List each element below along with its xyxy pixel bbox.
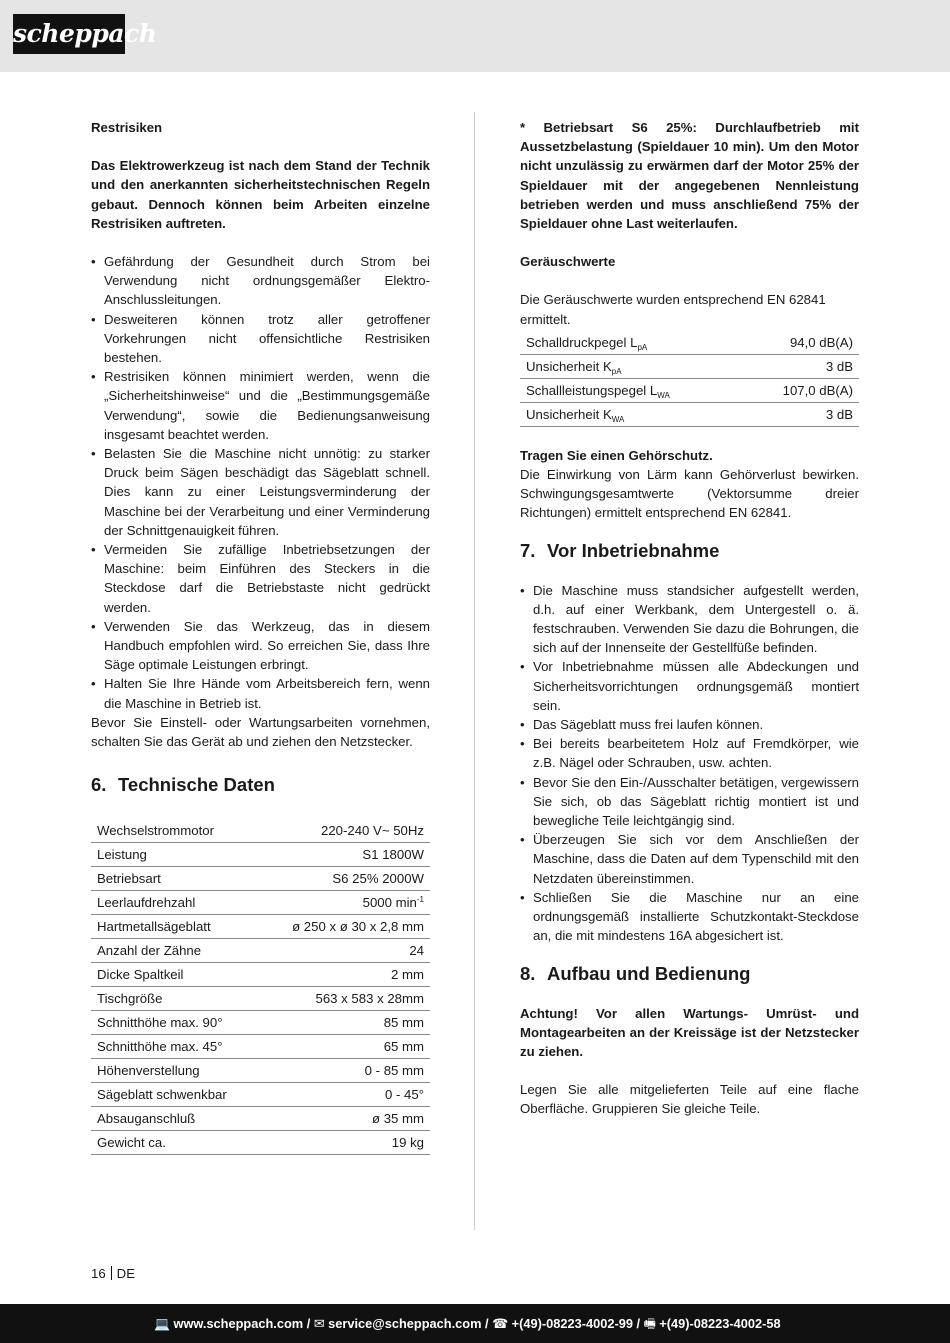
noise-value: 3 dB <box>742 354 859 378</box>
warning-text: Achtung! Vor allen Wartungs- Umrüst- und Montagearbeiten an der Kreissäge ist der Netzstecker zu ziehen. <box>520 1005 859 1059</box>
spec-value: ø 35 mm <box>259 1107 430 1131</box>
page-number-separator <box>111 1266 112 1280</box>
table-row <box>91 1131 430 1155</box>
spec-value: 85 mm <box>259 1011 430 1035</box>
hearing-text: Die Einwirkung von Lärm kann Gehörverlust bewirken. Schwingungsgesamtwerte (Vektorsumme dreier Richtungen) ermittelt entsprechend EN 62841. <box>520 467 859 521</box>
noise-label <box>520 378 742 402</box>
restrisiken-closing: Bevor Sie Einstell- oder Wartungsarbeiten vornehmen, schalten Sie das Gerät ab und ziehen den Netzstecker. <box>91 714 430 750</box>
spec-label: Gewicht ca. <box>91 1131 259 1155</box>
spec-label: Leerlaufdrehzahl <box>91 891 259 915</box>
section-title: Technische Daten <box>118 774 275 796</box>
section-number: 6. <box>91 774 107 796</box>
spec-value: 24 <box>259 939 430 963</box>
table-row <box>520 354 859 378</box>
spec-value: 0 - 45° <box>259 1083 430 1107</box>
spec-value-text: 5000 min <box>362 895 417 911</box>
noise-label-text: Unsicherheit K <box>526 406 612 422</box>
table-row <box>91 1083 430 1107</box>
spec-value: S6 25% 2000W <box>259 867 430 891</box>
spec-value: S1 1800W <box>259 843 430 867</box>
page-number <box>91 1266 135 1282</box>
table-row <box>520 378 859 402</box>
page-language: DE <box>116 1266 135 1281</box>
phone-icon: ☎ <box>492 1316 509 1331</box>
noise-label-sub: pA <box>637 342 648 352</box>
spec-value: ø 250 x ø 30 x 2,8 mm <box>259 915 430 939</box>
spec-value <box>259 891 430 915</box>
restrisiken-heading: Restrisiken <box>91 120 163 135</box>
noise-label-text: Schallleistungspegel L <box>526 382 658 398</box>
table-row <box>91 1035 430 1059</box>
spec-label: Schnitthöhe max. 45° <box>91 1035 259 1059</box>
list-item: • Bevor Sie den Ein-/Ausschalter betätigen, vergewissern Sie sich, ob das Sägeblatt richtig montiert ist und bewegliche Teile leichtgängig sind. <box>520 773 859 831</box>
right-column <box>520 118 859 1119</box>
noise-label <box>520 402 742 426</box>
list-item: • Das Sägeblatt muss frei laufen können. <box>520 715 859 734</box>
spec-value: 2 mm <box>259 963 430 987</box>
spec-label: Dicke Spaltkeil <box>91 963 259 987</box>
section-title: Vor Inbetriebnahme <box>547 539 720 561</box>
section-8-heading <box>520 962 859 986</box>
hearing-heading: Tragen Sie einen Gehörschutz. <box>520 447 713 463</box>
list-item: • Die Maschine muss standsicher aufgestellt werden, d.h. auf einer Werkbank, dem Untergestell o. ä. festschrauben. Verwenden Sie dazu die Bohrungen, die sich auf der Innenseite der Gestellfüße befinden. <box>520 581 859 658</box>
table-row <box>91 843 430 867</box>
spec-label: Wechselstrommotor <box>91 819 259 843</box>
spec-value-sup: -1 <box>416 895 424 905</box>
noise-value: 107,0 dB(A) <box>742 378 859 402</box>
noise-label <box>520 354 742 378</box>
table-row <box>91 963 430 987</box>
table-row <box>91 1059 430 1083</box>
setup-text: Legen Sie alle mitgelieferten Teile auf eine flache Oberfläche. Gruppieren Sie gleiche Teile. <box>520 1082 859 1117</box>
noise-label-sub: pA <box>611 366 622 376</box>
spec-value: 19 kg <box>259 1131 430 1155</box>
table-row <box>91 915 430 939</box>
table-row <box>520 331 859 355</box>
noise-value: 94,0 dB(A) <box>742 331 859 355</box>
list-item: • Belasten Sie die Maschine nicht unnötig: zu starker Druck beim Sägen beschädigt das Sägeblatt schnell. Dies kann zu einer Leistungsverminderung der Maschine bei der Verarbeitung und einer Verminderung der Schnittgenauigkeit führen. <box>91 444 430 540</box>
list-item: • Gefährdung der Gesundheit durch Strom bei Verwendung nicht ordnungsgemäßer Elektro-Anschlussleitungen. <box>91 252 430 310</box>
footer-email[interactable]: service@scheppach.com / <box>328 1316 489 1331</box>
noise-label-sub: WA <box>611 414 625 424</box>
list-item: • Überzeugen Sie sich vor dem Anschließen der Maschine, dass die Daten auf dem Typenschild mit den Netzdaten übereinstimmen. <box>520 830 859 888</box>
table-row <box>91 1011 430 1035</box>
footer-bar <box>0 1304 950 1343</box>
spec-label: Betriebsart <box>91 867 259 891</box>
left-column <box>91 118 430 1155</box>
column-divider <box>474 112 475 1230</box>
list-item: • Halten Sie Ihre Hände vom Arbeitsbereich fern, wenn die Maschine in Betrieb ist. <box>91 674 430 712</box>
table-row <box>91 819 430 843</box>
spec-label: Höhenverstellung <box>91 1059 259 1083</box>
spec-value: 220-240 V~ 50Hz <box>259 819 430 843</box>
footer-web[interactable]: www.scheppach.com / <box>173 1316 311 1331</box>
noise-value: 3 dB <box>742 402 859 426</box>
list-item: • Desweiteren können trotz aller getroffener Vorkehrungen nicht offensichtliche Restrisiken bestehen. <box>91 310 430 368</box>
spec-value: 563 x 583 x 28mm <box>259 987 430 1011</box>
spec-label: Hartmetallsägeblatt <box>91 915 259 939</box>
scheppach-logo: scheppach <box>13 14 125 54</box>
spec-label: Anzahl der Zähne <box>91 939 259 963</box>
spec-value: 65 mm <box>259 1035 430 1059</box>
fax-icon: 🖷 <box>643 1316 656 1331</box>
list-item: • Vermeiden Sie zufällige Inbetriebsetzungen der Maschine: beim Einführen des Steckers in die Steckdose darf die Betriebstaste nicht gedrückt werden. <box>91 540 430 617</box>
inbetriebnahme-list <box>520 581 859 946</box>
spec-label: Tischgröße <box>91 987 259 1011</box>
list-item: • Vor Inbetriebnahme müssen alle Abdeckungen und Sicherheitsvorrichtungen ordnungsgemäß montiert sein. <box>520 657 859 715</box>
restrisiken-list <box>91 252 430 713</box>
table-row <box>91 1107 430 1131</box>
noise-table <box>520 331 859 427</box>
noise-label-text: Schalldruckpegel L <box>526 334 638 350</box>
betriebsart-note: * Betriebsart S6 25%: Durchlaufbetrieb mit Aussetzbelastung (Spieldauer 10 min). Um den Motor nicht unzulässig zu erwärmen darf der Motor 25% der Spieldauer mit der angegebenen Nennleistung betrieben werden und muss anschließend 75% der Spieldauer ohne Last weiterlaufen. <box>520 120 859 232</box>
noise-label-sub: WA <box>657 390 670 400</box>
header-bar <box>0 0 950 72</box>
list-item: • Verwenden Sie das Werkzeug, das in diesem Handbuch empfohlen wird. So erreichen Sie, dass Ihre Säge optimale Leistungen erbringt. <box>91 617 430 675</box>
noise-label-text: Unsicherheit K <box>526 358 612 374</box>
section-6-heading <box>91 773 430 797</box>
spec-label: Schnitthöhe max. 90° <box>91 1011 259 1035</box>
footer-fax: +(49)-08223-4002-58 <box>659 1316 781 1331</box>
table-row <box>91 987 430 1011</box>
page-number-value: 16 <box>91 1266 106 1281</box>
spec-label: Leistung <box>91 843 259 867</box>
spec-table <box>91 819 430 1155</box>
list-item: • Schließen Sie die Maschine nur an eine ordnungsgemäß installierte Schutzkontakt-Steckdose an, die mit mindestens 16A abgesichert ist. <box>520 888 859 946</box>
noise-heading: Geräuschwerte <box>520 254 616 270</box>
section-number: 8. <box>520 962 536 984</box>
noise-intro: Die Geräuschwerte wurden entsprechend EN 62841 ermittelt. <box>520 292 826 327</box>
computer-icon: 💻 <box>154 1316 170 1331</box>
table-row <box>520 402 859 426</box>
spec-value: 0 - 85 mm <box>259 1059 430 1083</box>
footer-phone: +(49)-08223-4002-99 / <box>511 1316 641 1331</box>
spec-label: Sägeblatt schwenkbar <box>91 1083 259 1107</box>
table-row <box>91 867 430 891</box>
table-row <box>91 891 430 915</box>
section-7-heading <box>520 539 859 563</box>
mail-icon: ✉ <box>313 1316 325 1331</box>
spec-label: Absauganschluß <box>91 1107 259 1131</box>
list-item: • Bei bereits bearbeitetem Holz auf Fremdkörper, wie z.B. Nägel oder Schrauben, usw. achten. <box>520 734 859 772</box>
list-item: • Restrisiken können minimiert werden, wenn die „Sicherheitshinweise“ und die „Bestimmungsgemäße Verwendung“, sowie die Bedienungsanweisung insgesamt beachtet werden. <box>91 367 430 444</box>
table-row <box>91 939 430 963</box>
section-title: Aufbau und Bedienung <box>547 962 751 984</box>
footer-contacts <box>154 1304 781 1343</box>
section-number: 7. <box>520 539 536 561</box>
restrisiken-intro: Das Elektrowerkzeug ist nach dem Stand der Technik und den anerkannten sicherheitstechnischen Regeln gebaut. Dennoch können beim Arbeiten einzelne Restrisiken auftreten. <box>91 158 430 231</box>
noise-label <box>520 331 742 355</box>
